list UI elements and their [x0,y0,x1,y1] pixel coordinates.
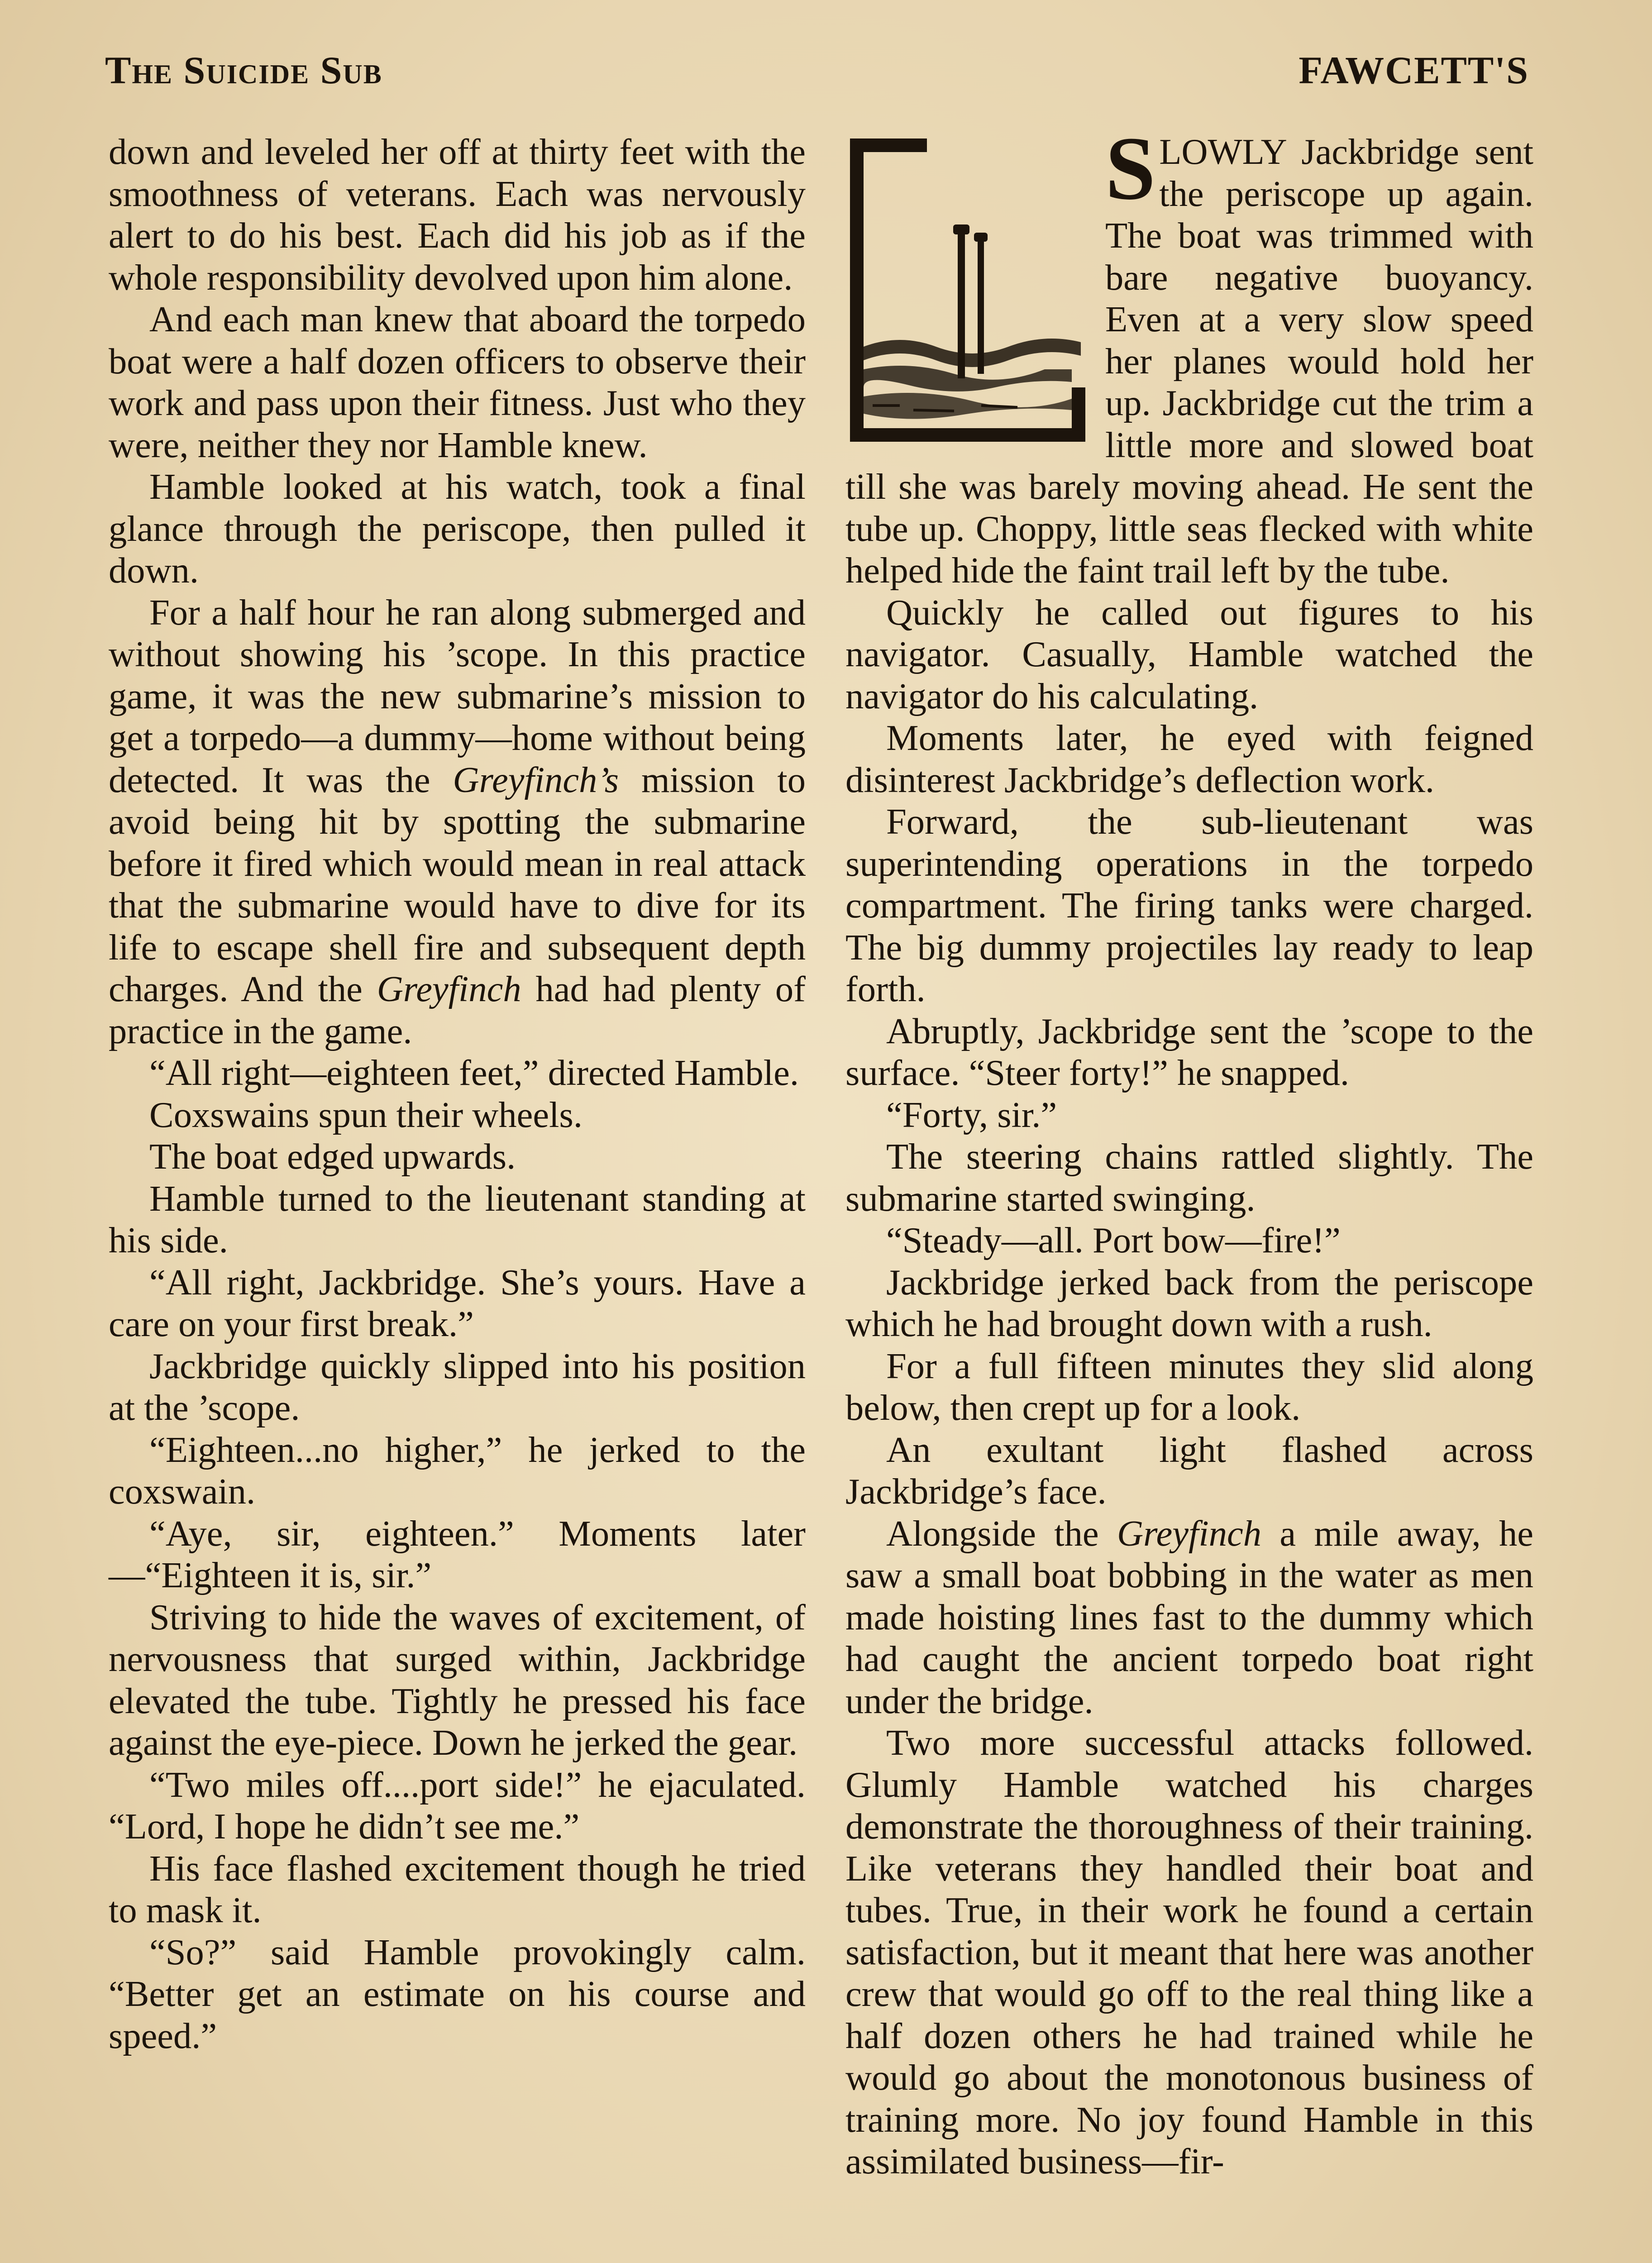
paragraph: “Two miles off....port side!” he ejaculated. “Lord, I hope he didn’t see me.” [109,1764,806,1847]
paragraph: “Steady—all. Port bow—fire!” [886,1220,1341,1260]
drop-cap: S [1105,119,1156,219]
periscope-illustration [845,134,1090,446]
paragraph: “So?” said Hamble provokingly calm. “Better get an estimate on his course and speed.” [109,1932,806,2056]
paragraph: For a half hour he ran along submerged and without showing his ’scope. In this practice game, it was the new submarine’s mission to get a torpedo—a dummy—home without being detected. It was the Greyfinch’s mission to avoid being hit by spotting the submarine before it fired which would mean in real attack that the submarine would have to dive for its life to escape shell fire and subsequent depth charges. And the Greyfinch had had plenty of practice in the game. [109,592,806,1051]
paragraph: The boat edged upwards. [149,1136,516,1177]
ship-name: Greyfinch [1117,1513,1261,1554]
paragraph: Moments later, he eyed with feigned disinterest Jackbridge’s deflection work. [845,718,1533,800]
ship-name: Greyfinch [377,969,521,1009]
paragraph: “All right—eighteen feet,” directed Hamble. [149,1053,799,1093]
paragraph: Alongside the Greyfinch a mile away, he saw a small boat bobbing in the water as men made hoisting lines fast to the dummy which had caught the ancient torpedo boat right under the bridge. [845,1513,1534,1721]
paragraph: Forward, the sub-lieutenant was superintending operations in the torpedo compartment. The firing tanks were charged. The big dummy projectiles lay ready to leap forth. [845,802,1533,1009]
paragraph: Coxswains spun their wheels. [149,1094,582,1135]
paragraph: Striving to hide the waves of excitement, of nervousness that surged within, Jackbridge elevated the tube. Tightly he pressed his face against the eye-piece. Down he jerked the gear. [109,1597,806,1763]
ship-name: Greyfinch’s [453,759,619,800]
paragraph: Jackbridge quickly slipped into his position at the ’scope. [109,1346,806,1428]
paragraph: The steering chains rattled slightly. The submarine started swinging. [845,1136,1533,1219]
left-text-column [109,131,806,2057]
paragraph: Jackbridge jerked back from the periscope which he had brought down with a rush. [845,1262,1533,1344]
running-head-title: The Suicide Sub [105,48,382,92]
paragraph: For a full fifteen minutes they slid along below, then crept up for a look. [845,1346,1533,1428]
paragraph: Quickly he called out figures to his navigator. Casually, Hamble watched the navigator do his calculating. [845,592,1533,716]
paragraph: Two more successful attacks followed. Glumly Hamble watched his charges demonstrate the thoroughness of their training. Like veterans they handled their boat and tubes. True, in their work he found a certain satisfaction, but it meant that here was another crew that would go off to the real thing like a half dozen others he had trained while he would go about the monotonous business of training more. No joy found Hamble in this assimilated business—fir- [845,1723,1533,2182]
paragraph: “All right, Jackbridge. She’s yours. Have a care on your first break.” [109,1262,806,1344]
paragraph: “Aye, sir, eighteen.” Moments later —“Eighteen it is, sir.” [109,1513,806,1595]
right-text-column [845,119,1534,2183]
paragraph: Hamble looked at his watch, took a final glance through the periscope, then pulled it down. [109,467,806,591]
paragraph: SLOWLY Jackbridge sent the periscope up again. The boat was trimmed with bare negative buoyancy. Even at a very slow speed her planes would hold her up. Jackbridge cut the trim a little more and slowed boat till she was barely moving ahead. He sent the tube up. Choppy, little seas flecked with white helped hide the faint trail left by the tube. [845,119,1533,591]
paragraph: down and leveled her off at thirty feet with the smoothness of veterans. Each was nervously alert to do his best. Each did his job as if the whole responsibility devolved upon him alone. [109,132,806,298]
paragraph: “Eighteen...no higher,” he jerked to the coxswain. [109,1429,806,1512]
paragraph: Hamble turned to the lieutenant standing at his side. [109,1178,806,1260]
paragraph: An exultant light flashed across Jackbridge’s face. [845,1429,1533,1512]
paragraph: His face flashed excitement though he tried to mask it. [109,1848,806,1930]
running-head-magazine: FAWCETT'S [1299,48,1529,92]
paragraph: “Forty, sir.” [886,1094,1057,1135]
periscope-drawing [845,134,1090,446]
paragraph: And each man knew that aboard the torpedo boat were a half dozen officers to observe their work and pass upon their fitness. Just who they were, neither they nor Hamble knew. [109,299,806,465]
paragraph: Abruptly, Jackbridge sent the ’scope to the surface. “Steer forty!” he snapped. [845,1011,1533,1093]
